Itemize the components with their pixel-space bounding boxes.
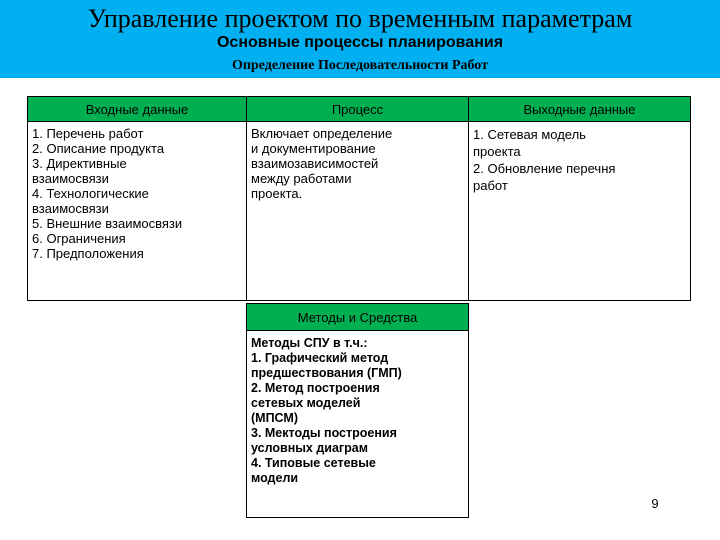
header-process: Процесс	[246, 96, 469, 122]
process-cell	[246, 121, 469, 301]
output-line: 2. Обновление перечня	[473, 161, 616, 176]
section-title: Определение Последовательности Работ	[231, 58, 489, 73]
inputs-cell	[27, 121, 247, 301]
method-line: условных диаграм	[251, 441, 368, 455]
output-line: 1. Сетевая модель	[473, 127, 586, 142]
slide-header	[0, 0, 720, 78]
method-line: 3. Мектоды построения	[251, 426, 397, 440]
process-line: Включает определение	[251, 126, 393, 141]
process-line: проекта.	[251, 186, 303, 201]
method-line: (МПСМ)	[251, 411, 298, 425]
header-outputs: Выходные данные	[468, 96, 691, 122]
input-line: взаимосвязи	[32, 201, 109, 216]
method-line: 1. Графический метод	[251, 351, 389, 365]
process-line: между работами	[251, 171, 352, 186]
outputs-cell	[468, 121, 691, 301]
slide-subtitle: Основные процессы планирования	[216, 34, 504, 51]
process-line: и документирование	[251, 141, 376, 156]
output-line: проекта	[473, 144, 521, 159]
header-inputs: Входные данные	[27, 96, 247, 122]
input-line: 6. Ограничения	[32, 231, 126, 246]
input-line: 5. Внешние взаимосвязи	[32, 216, 183, 231]
methods-header: Методы и Средства	[246, 303, 469, 331]
input-line: 3. Директивные	[32, 156, 127, 171]
process-line: взаимозависимостей	[251, 156, 379, 171]
output-line: работ	[473, 178, 508, 193]
method-line: Методы СПУ в т.ч.:	[251, 336, 368, 350]
method-line: предшествования (ГМП)	[251, 366, 402, 380]
method-line: 4. Типовые сетевые	[251, 456, 376, 470]
input-line: 2. Описание продукта	[32, 141, 165, 156]
methods-cell	[246, 330, 469, 518]
slide-title: Управление проектом по временным параметрам	[87, 4, 633, 33]
page-number: 9	[651, 496, 659, 511]
input-line: 1. Перечень работ	[32, 126, 144, 141]
input-line: взаимосвязи	[32, 171, 109, 186]
input-line: 7. Предположения	[32, 246, 144, 261]
method-line: 2. Метод построения	[251, 381, 380, 395]
input-line: 4. Технологические	[32, 186, 149, 201]
method-line: модели	[251, 471, 299, 485]
method-line: сетевых моделей	[251, 396, 361, 410]
